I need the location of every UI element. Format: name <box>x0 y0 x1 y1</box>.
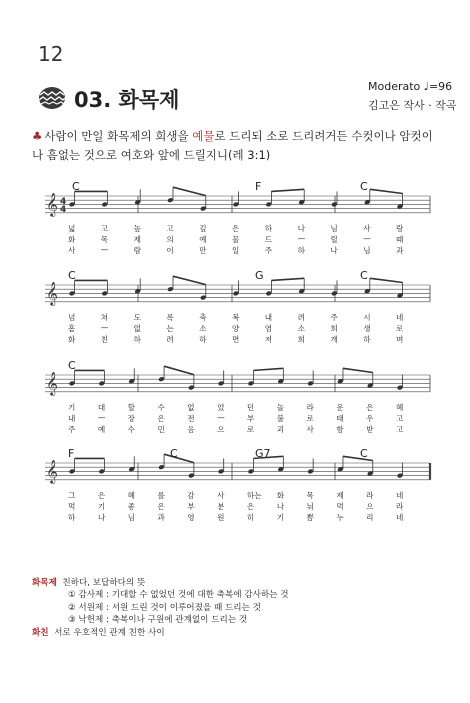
lyric-syllable: 하 <box>199 335 207 344</box>
lyric-syllable: 높 <box>133 224 141 233</box>
lyric-syllable: — <box>217 413 225 422</box>
lyric-syllable: 장 <box>127 414 135 423</box>
lyric-syllable: 려 <box>166 335 174 344</box>
lyric-syllable: 네 <box>396 313 404 322</box>
def-hwachin: 서로 우호적인 관계 친한 사이 <box>54 627 165 638</box>
lyric-syllable: 시 <box>363 313 371 322</box>
lyric-syllable: 기 <box>68 403 76 412</box>
lyric-syllable: 으 <box>217 425 225 434</box>
lyric-syllable: 라 <box>396 502 404 511</box>
lyric-syllable: 나 <box>330 246 338 255</box>
lyric-syllable: 물 <box>232 235 240 244</box>
lyric-syllable: — <box>97 413 106 422</box>
lyric-syllable: 으 <box>366 502 374 511</box>
lyric-syllable: 먹 <box>68 502 76 511</box>
lyric-syllable: 기 <box>97 502 106 511</box>
composer-credit: 김고은 작사 · 작곡 <box>368 99 457 112</box>
lyric-syllable: 그 <box>68 491 76 500</box>
chord-symbol: F <box>68 447 75 460</box>
lyric-syllable: 하 <box>363 335 371 344</box>
chord-symbol: G7 <box>255 447 271 460</box>
note-beam <box>370 189 403 193</box>
note-beam <box>343 456 373 460</box>
lyric-syllable: 놀 <box>276 403 285 412</box>
lyric-syllable: 라 <box>306 403 314 412</box>
page-number: 12 <box>38 42 64 66</box>
lyric-syllable: 화 <box>68 335 76 344</box>
lyric-syllable: 은 <box>366 403 374 412</box>
lyric-syllable: 사 <box>217 491 225 500</box>
lyric-syllable: 화 <box>68 235 76 244</box>
lyric-syllable: 었 <box>217 403 225 412</box>
lyric-syllable: 로 <box>396 324 404 333</box>
lyric-syllable: 은 <box>157 414 165 423</box>
lyric-syllable: 넘 <box>68 313 76 322</box>
lyric-syllable: 고 <box>396 414 404 423</box>
chord-symbol: C <box>68 269 76 282</box>
lyric-syllable: 좋 <box>127 502 135 511</box>
lyric-syllable: 부 <box>246 414 255 423</box>
lyric-syllable: 제 <box>133 235 141 244</box>
note-beam <box>164 366 194 374</box>
lyric-syllable: 부 <box>187 502 195 511</box>
treble-clef-icon: 𝄞 <box>46 371 58 395</box>
definition-item: ① 감사제 : 기대할 수 없었던 것에 대한 축복에 감사하는 것 <box>68 590 289 601</box>
chord-symbol: F <box>255 180 262 193</box>
lyric-syllable: 영 <box>187 513 195 522</box>
lyric-syllable: 로 <box>306 414 314 423</box>
lyric-syllable: 희 <box>297 335 305 344</box>
lyric-syllable: 사 <box>68 246 76 255</box>
chord-symbol: C <box>170 447 178 460</box>
lyric-syllable: 쳐 <box>100 313 109 322</box>
lyric-syllable: 소 <box>199 324 207 333</box>
lyric-syllable: 화 <box>276 491 285 500</box>
song-title: 03. 화목제 <box>74 88 180 112</box>
lyric-syllable: 도 <box>133 313 141 322</box>
lyric-syllable: 쁨 <box>306 513 314 522</box>
lyric-syllable: 만 <box>199 246 207 255</box>
lyric-syllable: 생 <box>363 324 371 333</box>
lyric-syllable: 복 <box>232 313 240 322</box>
lyric-syllable: 히 <box>246 513 255 522</box>
lyric-syllable: 일 <box>232 246 240 255</box>
lyric-syllable: — <box>363 234 371 243</box>
term-hwachin: 화친 <box>32 627 49 638</box>
lyric-syllable: — <box>100 245 109 254</box>
lyric-syllable: 록 <box>166 313 174 322</box>
lyric-syllable: 하는 <box>246 491 262 500</box>
note-beam <box>254 368 284 370</box>
lyric-syllable: 이 <box>166 246 174 255</box>
lyric-syllable: 의 <box>166 235 174 244</box>
lyric-syllable: 주 <box>68 425 76 434</box>
lyric-syllable: 없 <box>187 403 195 412</box>
lyric-syllable: 수 <box>127 425 135 434</box>
lyric-syllable: 할 <box>127 403 135 412</box>
lyric-syllable: 려 <box>297 313 305 322</box>
lyric-syllable: 태 <box>336 414 344 423</box>
lyric-syllable: 염 <box>264 324 273 333</box>
lyric-syllable: 하 <box>297 246 305 255</box>
treble-clef-icon: 𝄞 <box>46 192 58 216</box>
lyric-syllable: 친 <box>100 335 109 344</box>
lyric-syllable: 양 <box>232 324 240 333</box>
lyric-syllable: 나 <box>97 513 106 522</box>
lyric-syllable: 주 <box>330 313 338 322</box>
lyric-syllable: 로 <box>246 425 255 434</box>
lyric-syllable: 과 <box>157 513 165 522</box>
lyric-syllable: 나 <box>276 502 285 511</box>
lyric-syllable: 람 <box>133 246 141 255</box>
definition-item: ③ 낙헌제 : 축복이나 구원에 관계없이 드리는 것 <box>68 615 248 626</box>
lyric-syllable: 목 <box>306 491 314 500</box>
note-beam <box>343 368 373 372</box>
lyric-syllable: 은 <box>232 224 240 233</box>
lyric-syllable: 제 <box>336 491 344 500</box>
lyric-syllable: 면 <box>232 335 240 344</box>
lyric-syllable: 님 <box>127 513 135 522</box>
lyric-syllable: 불 <box>276 414 285 423</box>
lyric-syllable: 과 <box>396 246 404 255</box>
lyric-syllable: 은 <box>157 502 165 511</box>
lyric-syllable: 눠 <box>306 502 314 511</box>
lyric-syllable: 내 <box>264 313 273 322</box>
lyric-syllable: 네 <box>396 491 404 500</box>
lyric-syllable: 며 <box>396 335 404 344</box>
lyric-syllable: 누 <box>336 513 344 522</box>
lyric-syllable: 랑 <box>396 224 404 233</box>
lyric-syllable: 먹 <box>336 502 344 511</box>
lyric-syllable: 주 <box>264 246 273 255</box>
lyric-syllable: 원 <box>217 513 225 522</box>
lyric-syllable: 감 <box>187 491 195 500</box>
time-signature: 4 <box>60 205 67 215</box>
lyric-syllable: 내 <box>68 414 76 423</box>
lyric-syllable: 수 <box>157 403 165 412</box>
tempo-marking: Moderato ♩=96 <box>368 80 453 93</box>
chord-symbol: C <box>360 269 368 282</box>
lyric-syllable: 우 <box>366 414 374 423</box>
lyric-syllable: 고 <box>100 224 109 233</box>
lyric-syllable: 예 <box>199 235 207 244</box>
lyric-syllable: 는 <box>166 324 174 333</box>
lyric-syllable: 괴 <box>276 425 285 434</box>
def-hwamokje: 친하다, 보답하다의 뜻 <box>62 578 146 588</box>
lyric-syllable: 축 <box>199 313 207 322</box>
lyric-syllable: 저 <box>264 335 273 344</box>
treble-clef-icon: 𝄞 <box>46 459 58 483</box>
club-suit-icon: ♣ <box>32 129 43 143</box>
lyric-syllable: — <box>297 234 306 243</box>
lyric-syllable: — <box>100 323 109 332</box>
lyric-syllable: 님 <box>363 246 371 255</box>
lyric-syllable: 고 <box>166 224 174 233</box>
intro-text-b: 로 드리되 소로 드리려거든 수컷이나 암컷이나 흠없는 것으로 여호와 앞에 드릴지니(레 3:1) <box>32 129 433 162</box>
lyric-syllable: 릴 <box>330 235 338 244</box>
chord-symbol: C <box>360 180 368 193</box>
lyric-syllable: 때 <box>396 235 404 244</box>
lyric-syllable: 던 <box>246 403 255 412</box>
intro-text-a: 사람이 만일 화목제의 희생을 <box>44 129 193 143</box>
lyric-syllable: 네 <box>396 513 404 522</box>
definitions-box <box>32 577 289 639</box>
lyric-syllable: 넓 <box>68 224 76 233</box>
time-signature: 4 <box>60 197 67 207</box>
lyric-syllable: 나 <box>297 224 305 233</box>
lyric-syllable: 개 <box>330 335 338 344</box>
lyric-syllable: 없 <box>133 324 141 333</box>
lyric-syllable: 대 <box>97 403 106 412</box>
note-beam <box>173 276 206 284</box>
lyric-syllable: 사 <box>363 224 371 233</box>
lyric-syllable: 하 <box>133 335 141 344</box>
lyric-syllable: 드 <box>264 235 273 244</box>
lyric-syllable: 하 <box>68 513 76 522</box>
lyric-syllable: 흠 <box>68 324 76 333</box>
lyric-syllable: 를 <box>157 491 165 500</box>
lyric-syllable: 하 <box>264 224 273 233</box>
treble-clef-icon: 𝄞 <box>46 281 58 305</box>
note-beam <box>271 278 304 280</box>
note-beam <box>164 454 194 462</box>
lyric-syllable: 사 <box>306 425 314 434</box>
lyric-syllable: 희 <box>330 324 338 333</box>
lyric-syllable: 분 <box>217 502 225 511</box>
chord-symbol: C <box>68 359 76 372</box>
chord-symbol: C <box>360 447 368 460</box>
note-beam <box>370 278 403 282</box>
lyric-syllable: 혜 <box>396 403 404 412</box>
lyric-syllable: 기 <box>276 513 285 522</box>
lyric-syllable: 은 <box>246 502 255 511</box>
lyric-syllable: 운 <box>336 403 344 412</box>
lyric-syllable: 님 <box>330 224 338 233</box>
lyric-syllable: 라 <box>366 491 374 500</box>
definition-item: ② 서원제 : 서원 드린 것이 이루어졌을 때 드리는 것 <box>68 602 261 613</box>
lyric-syllable: 민 <box>157 425 165 434</box>
lyric-syllable: 고 <box>396 425 404 434</box>
lyric-syllable: 소 <box>297 324 305 333</box>
intro-highlight: 예물 <box>192 129 215 143</box>
lyric-syllable: 전 <box>187 414 195 423</box>
note-beam <box>271 189 304 191</box>
lyric-syllable: 은 <box>97 491 106 500</box>
lyric-syllable: 목 <box>100 235 109 244</box>
chord-symbol: G <box>255 269 264 282</box>
lyric-syllable: 함 <box>336 425 344 434</box>
lyric-syllable: 받 <box>366 425 374 434</box>
lyric-syllable: 음 <box>187 425 195 434</box>
chord-symbol: C <box>72 180 80 193</box>
note-beam <box>173 187 206 195</box>
lyric-syllable: 리 <box>366 513 374 522</box>
lyric-syllable: 혜 <box>127 491 135 500</box>
term-hwamokje: 화목제 <box>32 578 57 588</box>
lyric-syllable: 깊 <box>199 224 207 233</box>
lyric-syllable: 예 <box>97 425 106 434</box>
